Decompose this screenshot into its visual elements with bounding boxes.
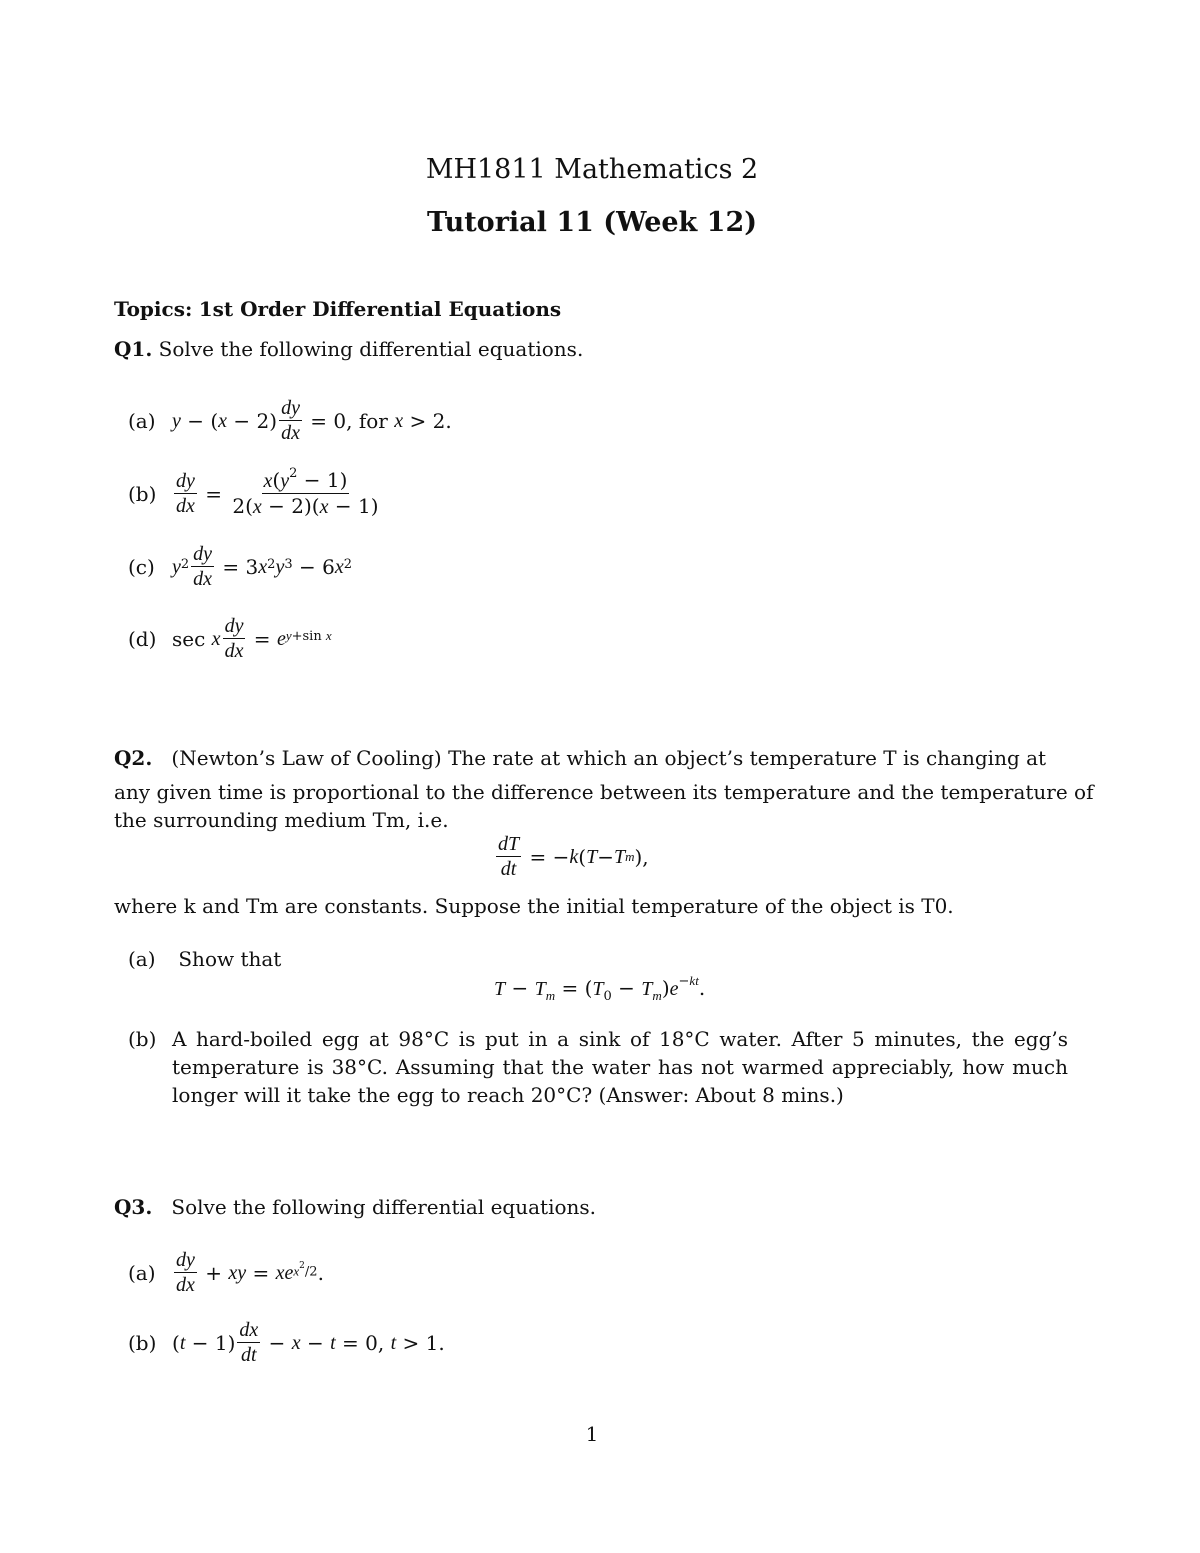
q2-part-a-equation: $T - T_m = (T_0 - T_m)e^{-kt}$. (494, 973, 706, 1004)
q3-part-a: (a) $\frac{dy}{dx}$ + xy = xe $^{x^2 /2}$ . (128, 1249, 324, 1296)
q3-part-b: (b) ( t − 1) $\frac{dx}{dt}$ − x − t = 0, t > 1. (128, 1319, 445, 1366)
q2-part-a-text: Show that (178, 947, 282, 971)
q1-intro: Solve the following differential equations. (158, 337, 584, 361)
q3-part-a-label: (a) (128, 1260, 156, 1285)
q2-part-a (128, 945, 281, 973)
q2-intro (114, 738, 1066, 778)
document-title: MH1811 Mathematics 2 (425, 154, 759, 185)
topics-label: Topics: (114, 297, 193, 321)
q1-label: Q1. (114, 337, 153, 361)
q1-part-a: (a) y − ( x − 2) $\frac{dy}{dx}$ = 0, for x > 2. (128, 397, 452, 444)
topics-line (114, 295, 561, 323)
q1-part-b: (b) $\frac{dy}{dx}$ = $\frac{x(y^2 - 1)}{2(x - 2)(x - 1)}$ (128, 466, 379, 518)
q1-part-a-label: (a) (128, 408, 156, 433)
q3-intro: Solve the following differential equations. (171, 1195, 597, 1219)
q1-part-d-label: (d) (128, 626, 157, 651)
topics-text: 1st Order Differential Equations (198, 297, 562, 321)
q1-part-c-label: (c) (128, 554, 155, 579)
q2-label: Q2. (114, 746, 153, 770)
q2-after-text: where k and Tm are constants. Suppose the initial temperature of the object is T0. (114, 894, 954, 918)
q1-part-d: (d) sec x $\frac{dy}{dx}$ = e $^{y +sin x}$ (128, 615, 332, 662)
q2-part-a-label: (a) (128, 947, 156, 971)
document-subtitle: Tutorial 11 (Week 12) (426, 207, 758, 238)
q3-part-b-label: (b) (128, 1330, 157, 1355)
q1-part-c: (c) y $^2$ $\frac{dy}{dx}$ = 3 x $^2$ y $^3$ − 6 x $^2$ (128, 543, 352, 590)
q1-part-b-label: (b) (128, 481, 157, 506)
q2-part-b-label: (b) (128, 1027, 157, 1051)
q2-intro-line-1: (Newton’s Law of Cooling) The rate at which an object’s temperature T is changing at (171, 746, 1047, 770)
q2-equation: $\frac{dT}{dt}$ = − k ( T − T m ), (498, 833, 649, 880)
q2-intro-line-3: the surrounding medium Tm, i.e. (114, 808, 449, 832)
q2-intro-line-2: any given time is proportional to the difference between its temperature and the temperature of (114, 780, 1094, 804)
page-number: 1 (585, 1422, 599, 1446)
q2-part-b-text: A hard-boiled egg at 98°C is put in a sink of 18°C water. After 5 minutes, the egg’s temperature is 38°C. Assuming that the water has not warmed appreciably, how much longer will it take the egg to reach 20°C? (Answer: About 8 mins.) (172, 1027, 1068, 1107)
q1-heading (114, 335, 583, 363)
q3-label: Q3. (114, 1195, 153, 1219)
q3-heading (114, 1193, 596, 1221)
